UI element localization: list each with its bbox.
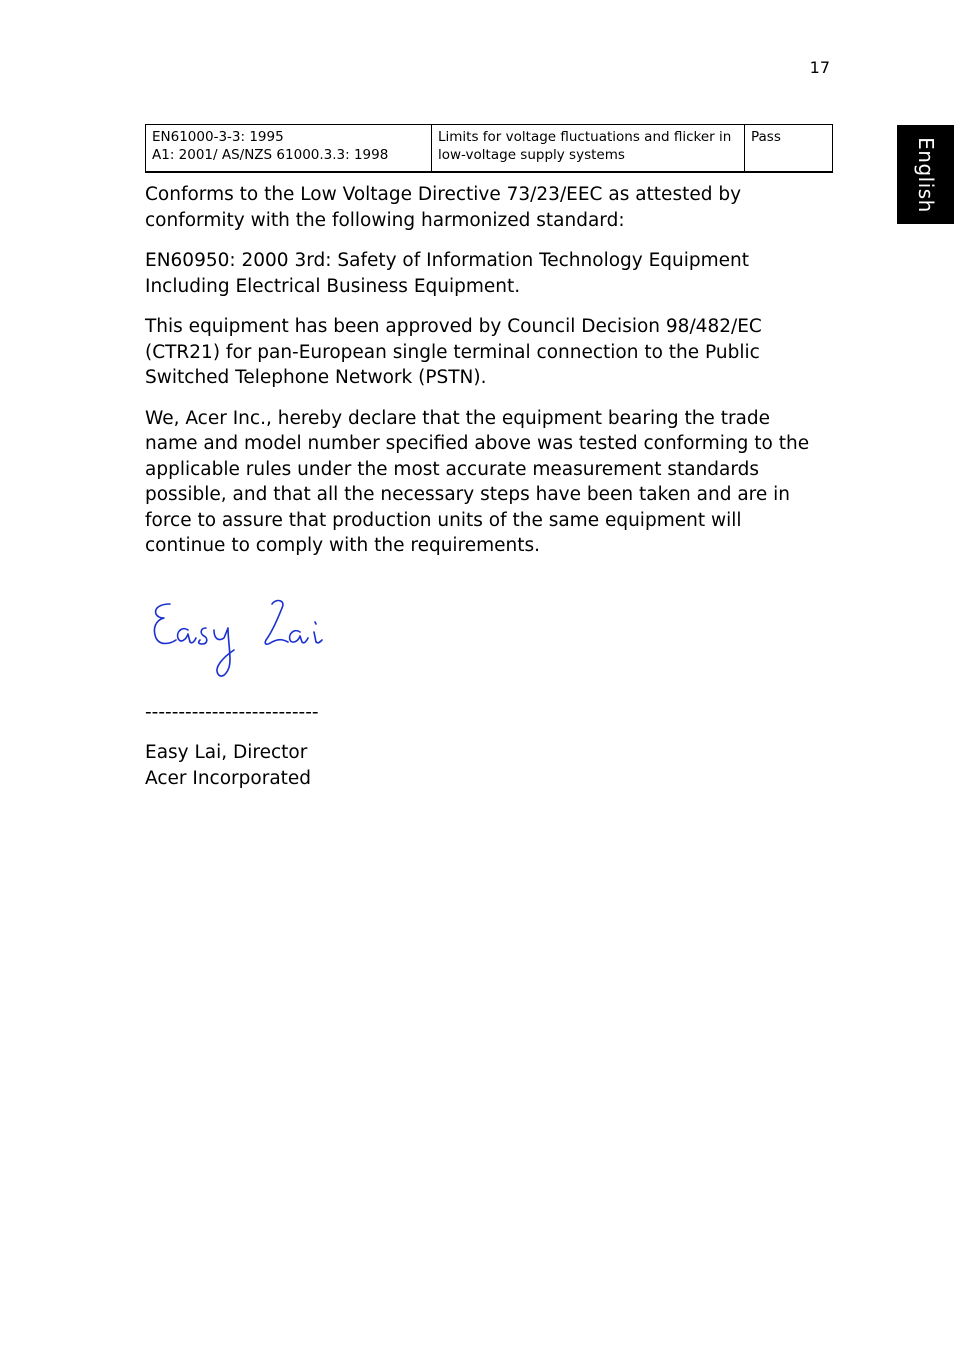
declaration-text <box>145 182 825 574</box>
signer-block <box>145 740 311 791</box>
table-row <box>146 125 833 173</box>
signer-name-title: Easy Lai, Director <box>145 742 308 763</box>
description-line: low-voltage supply systems <box>438 147 625 163</box>
description-line: Limits for voltage fluctuations and flicker in <box>438 129 732 145</box>
standard-line: EN61000-3-3: 1995 <box>152 129 284 145</box>
page-number: 17 <box>809 58 830 77</box>
standard-line: A1: 2001/ AS/NZS 61000.3.3: 1998 <box>152 147 389 163</box>
paragraph-en60950: EN60950: 2000 3rd: Safety of Information Technology Equipment Including Electrical Business Equipment. <box>145 250 750 297</box>
paragraph-declaration: We, Acer Inc., hereby declare that the equipment bearing the trade name and model number specified above was tested conforming to the applicable rules under the most accurate measurement standards possible, and that all the necessary steps have been taken and are in force to assure that production units of the same equipment will continue to comply with the requirements. <box>145 407 810 556</box>
language-tab-label: English <box>913 136 938 213</box>
result-cell: Pass <box>745 125 833 173</box>
signer-company: Acer Incorporated <box>145 767 312 789</box>
handwritten-signature <box>148 594 338 684</box>
standard-cell <box>146 125 432 173</box>
signature-line: -------------------------- <box>145 702 319 723</box>
paragraph-ctr21: This equipment has been approved by Council Decision 98/482/EC (CTR21) for pan-European single terminal connection to the Public Switched Telephone Network (PSTN). <box>145 316 762 388</box>
standards-table <box>145 124 833 173</box>
paragraph-lvd: Conforms to the Low Voltage Directive 73/23/EEC as attested by conformity with the following harmonized standard: <box>145 184 742 231</box>
description-cell <box>432 125 745 173</box>
language-tab <box>897 125 954 224</box>
